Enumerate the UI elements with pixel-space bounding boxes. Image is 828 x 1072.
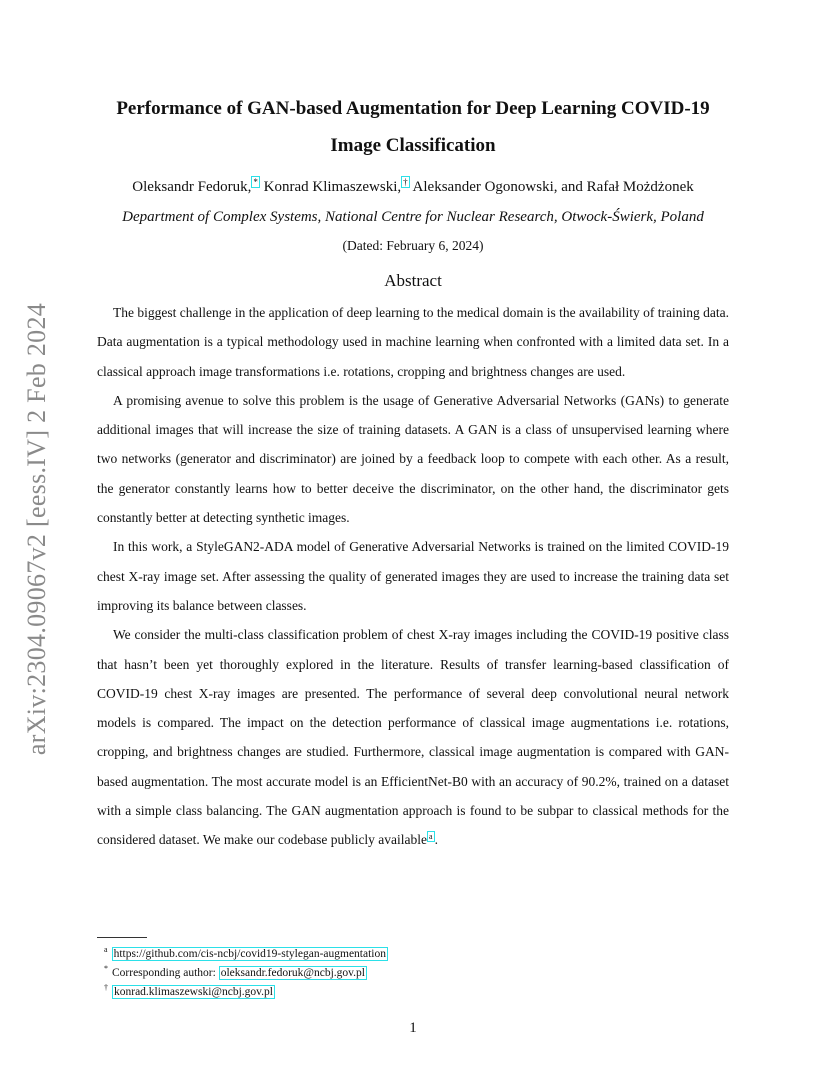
- abstract-paragraph-1: The biggest challenge in the application of deep learning to the medical domain is the availability of training data. Data augmentation is a typical methodology used in machine learning when confronted with a limited data set. In a classical approach image transformations i.e. rotations, cropping and brightness changes are used.: [97, 305, 729, 379]
- abstract-paragraph-4-text: We consider the multi-class classification problem of chest X-ray images including the COVID-19 positive class that hasn’t been yet thoroughly explored in the literature. Results of transfer learning-based classification of COVID-19 chest X-ray images are presented. The performance of several deep convolutional neural network models is compared. The impact on the detection performance of classical image augmentations i.e. rotations, cropping, and brightness changes are studied. Furthermore, classical image augmentation is compared with GAN-based augmentation. The most accurate model is an EfficientNet-B0 with an accuracy of 90.2%, trained on a dataset with a simple class balancing. The GAN augmentation approach is found to be subpar to classical methods for the considered dataset. We make our codebase publicly available: [97, 627, 729, 848]
- abstract-paragraph-2: A promising avenue to solve this problem is the usage of Generative Adversarial Networks (GANs) to generate additional images that will increase the size of training datasets. A GAN is a class of unsupervised learning where two networks (generator and discriminator) are joined by a feedback loop to compete with each other. As a result, the generator constantly learns how to better deceive the discriminator, on the other hand, the discriminator gets constantly better at detecting synthetic images.: [97, 392, 729, 526]
- footnote-mark: a: [104, 945, 108, 955]
- abstract-final-period: .: [434, 832, 438, 848]
- footnote-mark: †: [104, 983, 108, 993]
- fedoruk-email-link[interactable]: oleksandr.fedoruk@ncbj.gov.pl: [220, 967, 365, 979]
- github-link[interactable]: https://github.com/cis-ncbj/covid19-stylegan-augmentation: [113, 948, 386, 960]
- footnote-corresponding-author: [104, 964, 724, 983]
- date-line: (Dated: February 6, 2024): [342, 238, 484, 253]
- abstract-paragraph-4: [97, 620, 729, 854]
- footnote-rule: [97, 937, 147, 938]
- klimaszewski-email-link[interactable]: konrad.klimaszewski@ncbj.gov.pl: [114, 986, 273, 998]
- abstract-paragraph-3: In this work, a StyleGAN2-ADA model of Generative Adversarial Networks is trained on the limited COVID-19 chest X-ray image set. After assessing the quality of generated images they are used to increase the training data set improving its balance between classes.: [97, 539, 729, 613]
- title-line-1: Performance of GAN-based Augmentation for Deep Learning COVID-19: [116, 98, 710, 119]
- affiliation: Department of Complex Systems, National Centre for Nuclear Research, Otwock-Świerk, Poland: [122, 209, 704, 225]
- footnote-codebase: [104, 945, 724, 964]
- footnotes: [104, 945, 724, 1002]
- author-list: [96, 177, 730, 197]
- footnote-link-klimaszewski[interactable]: †: [403, 177, 408, 187]
- footnote-link-corresponding[interactable]: *: [253, 177, 258, 187]
- author-klimaszewski: Konrad Klimaszewski,: [259, 179, 402, 195]
- footnote-klimaszewski: [104, 983, 724, 1002]
- arxiv-id: arXiv:2304.09067v2 [eess.IV] 2 Feb 2024: [22, 302, 51, 756]
- author-fedoruk: Oleksandr Fedoruk,: [132, 179, 252, 195]
- paper-title: [96, 90, 730, 164]
- footnote-link-codebase[interactable]: a: [429, 831, 433, 841]
- author-others: Aleksander Ogonowski, and Rafał Możdżonek: [409, 179, 694, 195]
- arxiv-sidebar-stamp: [20, 290, 54, 768]
- footnote-mark: *: [104, 964, 108, 974]
- title-line-2: Image Classification: [330, 135, 496, 156]
- abstract-body: [97, 298, 729, 855]
- page-number: 1: [409, 1020, 417, 1036]
- abstract-heading: Abstract: [384, 271, 442, 290]
- footnote-prefix: Corresponding author:: [112, 967, 219, 979]
